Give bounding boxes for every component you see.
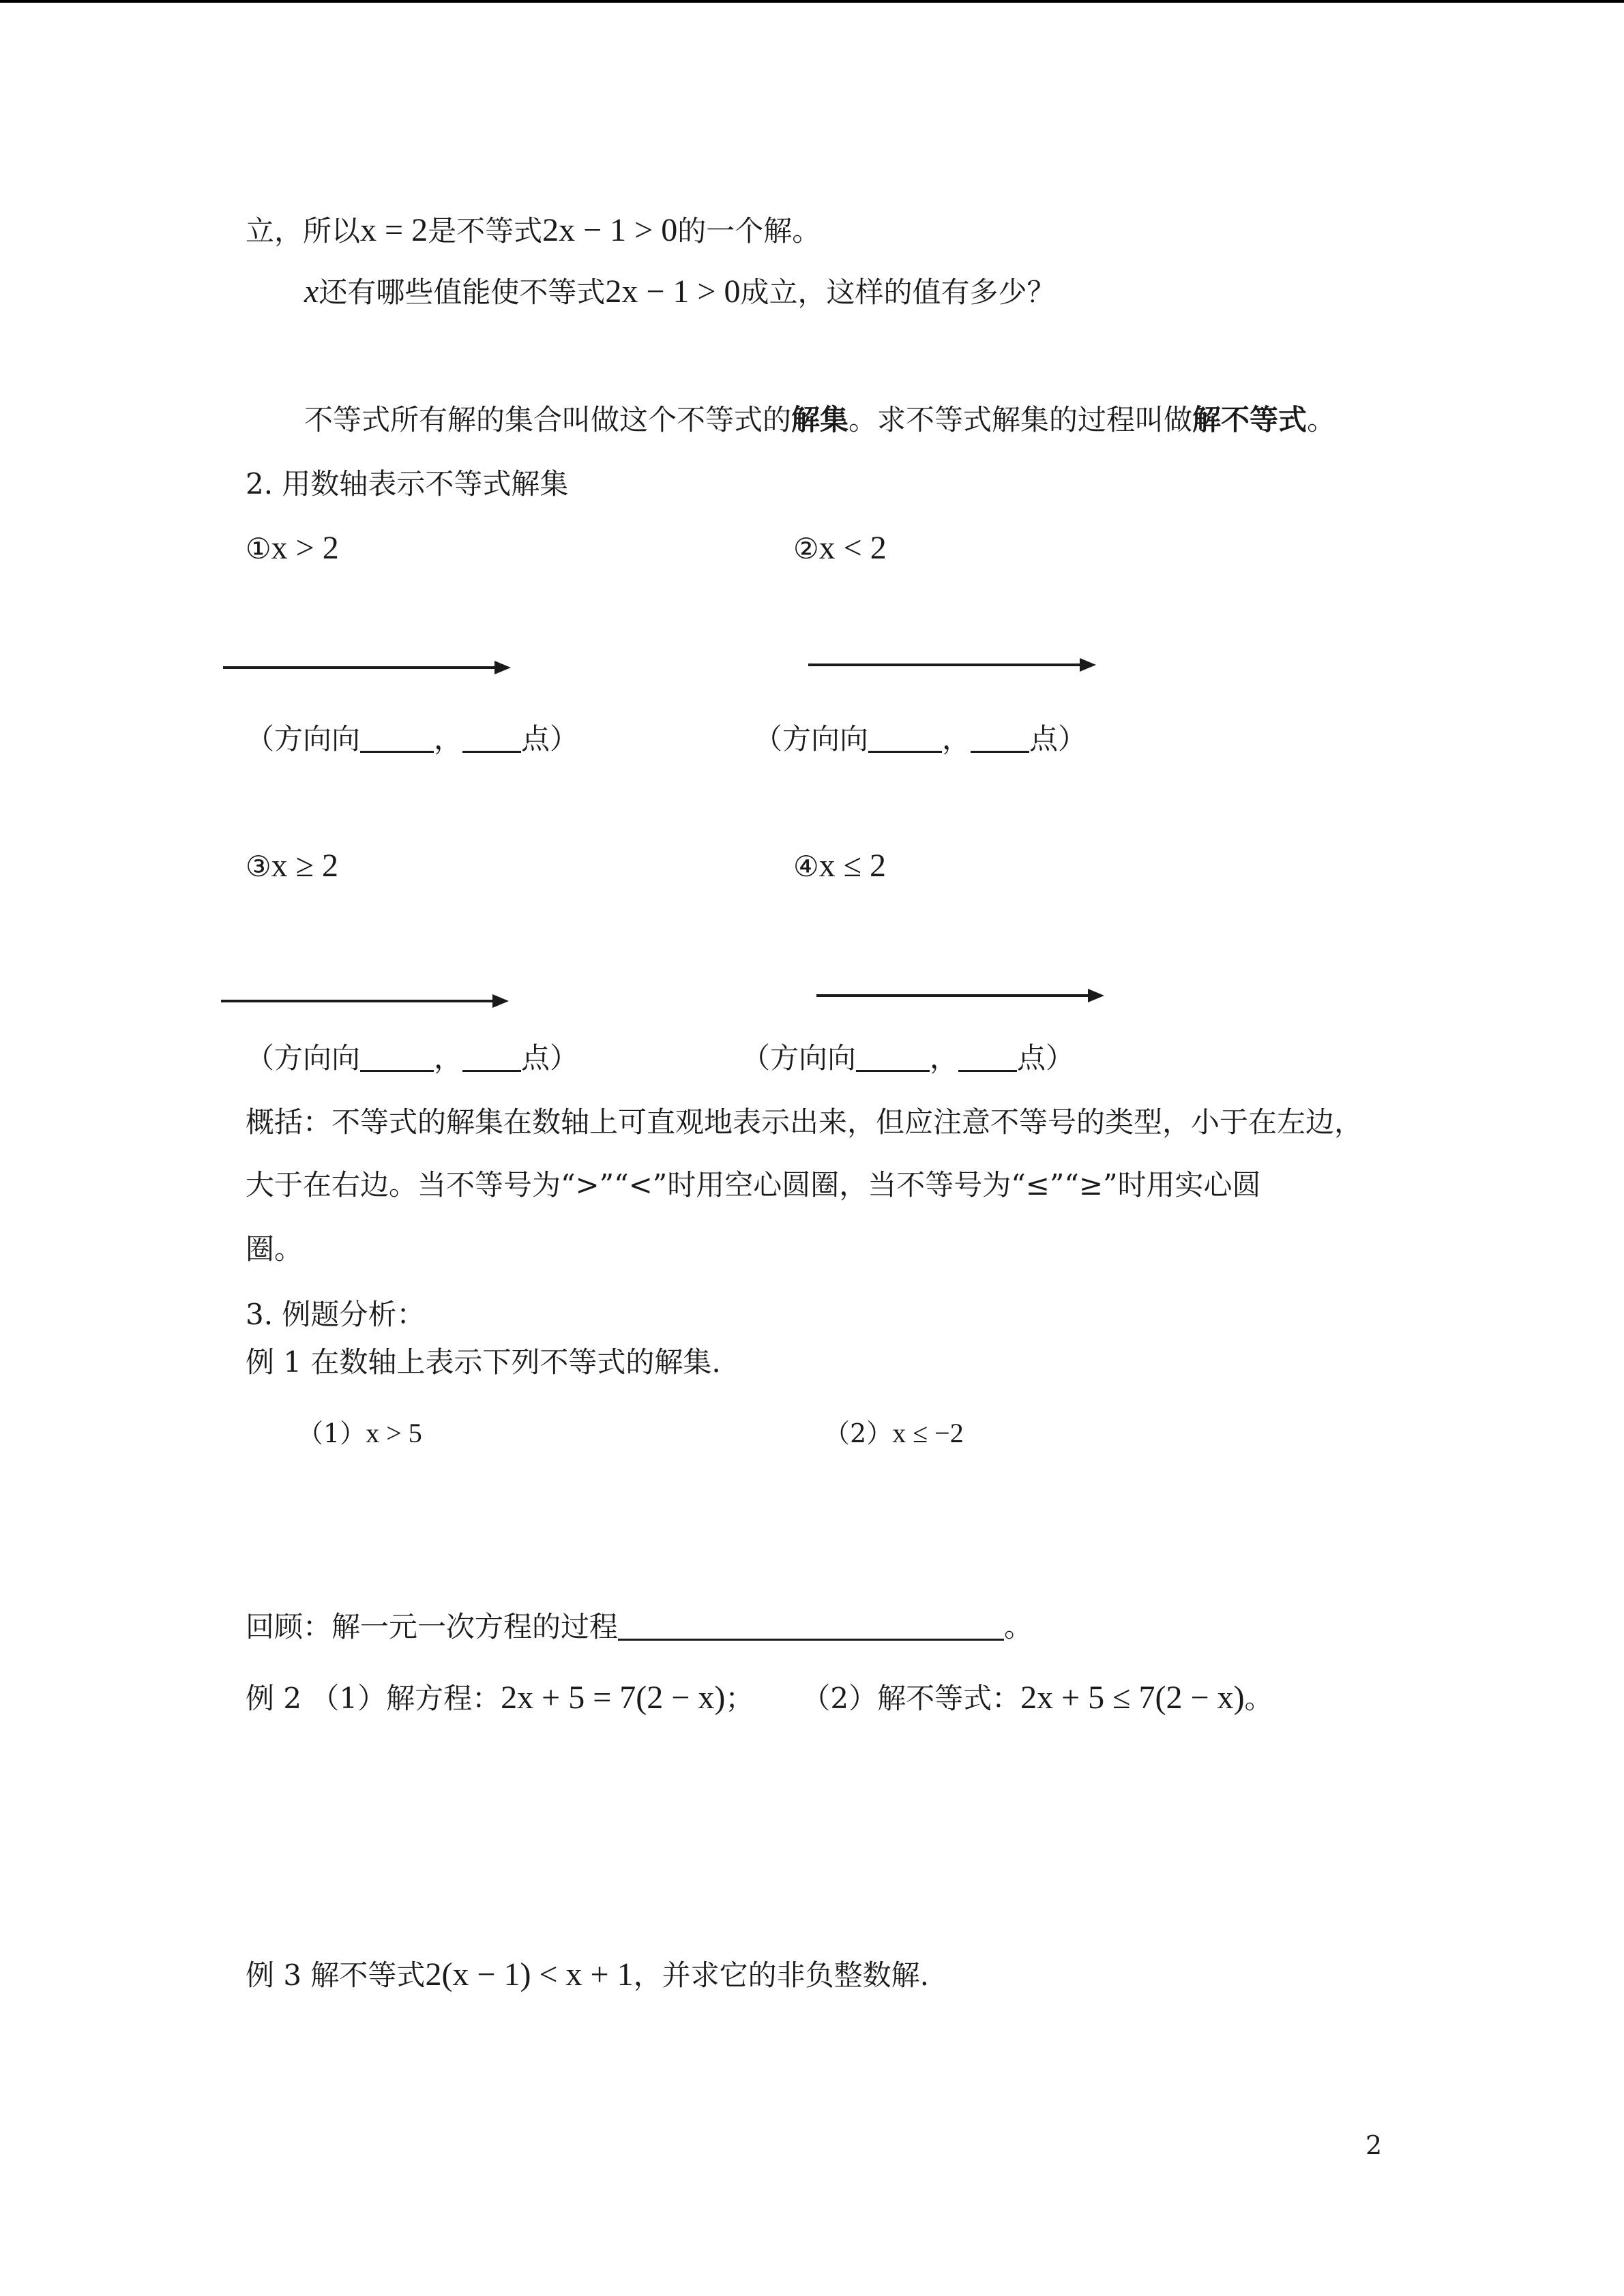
case-4-expression: x ≤ 2 bbox=[818, 848, 886, 884]
case-2 bbox=[793, 529, 887, 568]
direction-blank-1[interactable] bbox=[360, 724, 434, 753]
fill-hint-2-open: （方向向 bbox=[754, 722, 869, 756]
para1-equation: x = 2 bbox=[360, 212, 428, 248]
fill-hint-1-comma: ， bbox=[434, 722, 463, 756]
example-1-part-2-label: （2） bbox=[824, 1418, 893, 1448]
fill-hint-4-open: （方向向 bbox=[741, 1041, 857, 1075]
definition-text-3: 。 bbox=[1307, 403, 1336, 436]
para2-variable: x bbox=[304, 273, 319, 310]
number-line-4 bbox=[815, 985, 1108, 1006]
point-blank-2[interactable] bbox=[971, 724, 1029, 753]
para1-middle: 是不等式 bbox=[428, 214, 543, 248]
review-line bbox=[246, 1608, 1033, 1646]
para2-suffix: 成立，这样的值有多少？ bbox=[740, 275, 1056, 309]
example-3-title: 例 3 解不等式 bbox=[246, 1958, 426, 1992]
fill-hint-3 bbox=[246, 1039, 578, 1077]
fill-hint-2-close: 点） bbox=[1029, 722, 1087, 756]
para2-middle: 还有哪些值能使不等式 bbox=[319, 275, 606, 309]
direction-blank-3[interactable] bbox=[360, 1043, 434, 1072]
example-1-part-2 bbox=[824, 1414, 964, 1452]
example-2-part-2-label: （2）解不等式： bbox=[801, 1682, 1021, 1715]
para1-inequality: 2x − 1 > 0 bbox=[542, 212, 678, 248]
para1-prefix: 立，所以 bbox=[246, 214, 361, 248]
fill-hint-4-comma: ， bbox=[930, 1041, 959, 1075]
review-end: 。 bbox=[1004, 1610, 1033, 1643]
summary-line-3: 圈。 bbox=[246, 1232, 304, 1266]
fill-hint-3-close: 点） bbox=[521, 1041, 579, 1075]
example-2-title: 例 2 （1）解方程： bbox=[246, 1682, 501, 1715]
summary-line-1: 概括：不等式的解集在数轴上可直观地表示出来，但应注意不等号的类型，小于在左边， bbox=[246, 1105, 1363, 1139]
number-line-3 bbox=[220, 991, 513, 1011]
case-1 bbox=[246, 529, 339, 568]
example-2-inequality: 2x + 5 ≤ 7(2 − x) bbox=[1020, 1680, 1245, 1716]
fill-hint-1-close: 点） bbox=[521, 722, 579, 756]
point-blank-4[interactable] bbox=[958, 1043, 1017, 1072]
example-1-title: 例 1 在数轴上表示下列不等式的解集. bbox=[246, 1345, 721, 1379]
case-2-label: ② bbox=[793, 532, 819, 565]
top-border-line bbox=[0, 0, 1624, 3]
solution-set-definition bbox=[304, 401, 1335, 439]
summary-line-2: 大于在右边。当不等号为“>”“<”时用空心圆圈，当不等号为“≤”“≥”时用实心圆 bbox=[246, 1168, 1261, 1202]
number-line-2 bbox=[807, 655, 1100, 675]
example-2-separator: ； bbox=[725, 1682, 754, 1715]
direction-blank-4[interactable] bbox=[856, 1043, 930, 1072]
example-2-end: 。 bbox=[1244, 1682, 1273, 1715]
fill-hint-2 bbox=[754, 720, 1087, 758]
fill-hint-1 bbox=[246, 720, 578, 758]
case-2-expression: x < 2 bbox=[818, 530, 887, 566]
term-solve-inequality: 解不等式 bbox=[1192, 403, 1308, 436]
fill-hint-3-comma: ， bbox=[434, 1041, 463, 1075]
review-answer-blank[interactable] bbox=[618, 1611, 1004, 1641]
fill-hint-4 bbox=[741, 1039, 1074, 1077]
case-4 bbox=[793, 847, 886, 886]
example-2-equation: 2x + 5 = 7(2 − x) bbox=[501, 1680, 726, 1716]
definition-text-2: 。求不等式解集的过程叫做 bbox=[848, 403, 1193, 436]
review-text: 回顾：解一元一次方程的过程 bbox=[246, 1610, 619, 1643]
section-3-title: 3. 例题分析： bbox=[246, 1298, 426, 1331]
term-solution-set: 解集 bbox=[791, 403, 849, 436]
paragraph-1 bbox=[246, 211, 821, 250]
case-3 bbox=[246, 847, 338, 886]
example-1-part-1-expression: x > 5 bbox=[366, 1418, 422, 1448]
example-3-inequality: 2(x − 1) < x + 1 bbox=[425, 1956, 634, 1993]
section-2-title: 2. 用数轴表示不等式解集 bbox=[246, 467, 569, 501]
fill-hint-1-open: （方向向 bbox=[246, 722, 361, 756]
case-1-label: ① bbox=[246, 532, 271, 565]
definition-text-1: 不等式所有解的集合叫做这个不等式的 bbox=[304, 403, 792, 436]
fill-hint-2-comma: ， bbox=[942, 722, 971, 756]
example-1-part-2-expression: x ≤ −2 bbox=[892, 1418, 964, 1448]
number-line-1 bbox=[222, 657, 515, 678]
page-number: 2 bbox=[1365, 2130, 1383, 2160]
point-blank-3[interactable] bbox=[462, 1043, 521, 1072]
para1-suffix: 的一个解。 bbox=[677, 214, 821, 248]
case-3-expression: x ≥ 2 bbox=[271, 848, 338, 884]
para2-inequality: 2x − 1 > 0 bbox=[605, 273, 741, 310]
case-1-expression: x > 2 bbox=[271, 530, 339, 566]
point-blank-1[interactable] bbox=[462, 724, 521, 753]
example-1-part-1-label: （1） bbox=[297, 1418, 366, 1448]
example-3 bbox=[246, 1956, 929, 1995]
paragraph-2 bbox=[304, 273, 1055, 312]
fill-hint-3-open: （方向向 bbox=[246, 1041, 361, 1075]
example-3-suffix: ，并求它的非负整数解. bbox=[633, 1958, 929, 1992]
case-3-label: ③ bbox=[246, 850, 271, 883]
example-2 bbox=[246, 1679, 1273, 1718]
direction-blank-2[interactable] bbox=[868, 724, 942, 753]
case-4-label: ④ bbox=[793, 850, 819, 883]
fill-hint-4-close: 点） bbox=[1017, 1041, 1075, 1075]
example-1-part-1 bbox=[297, 1414, 422, 1452]
